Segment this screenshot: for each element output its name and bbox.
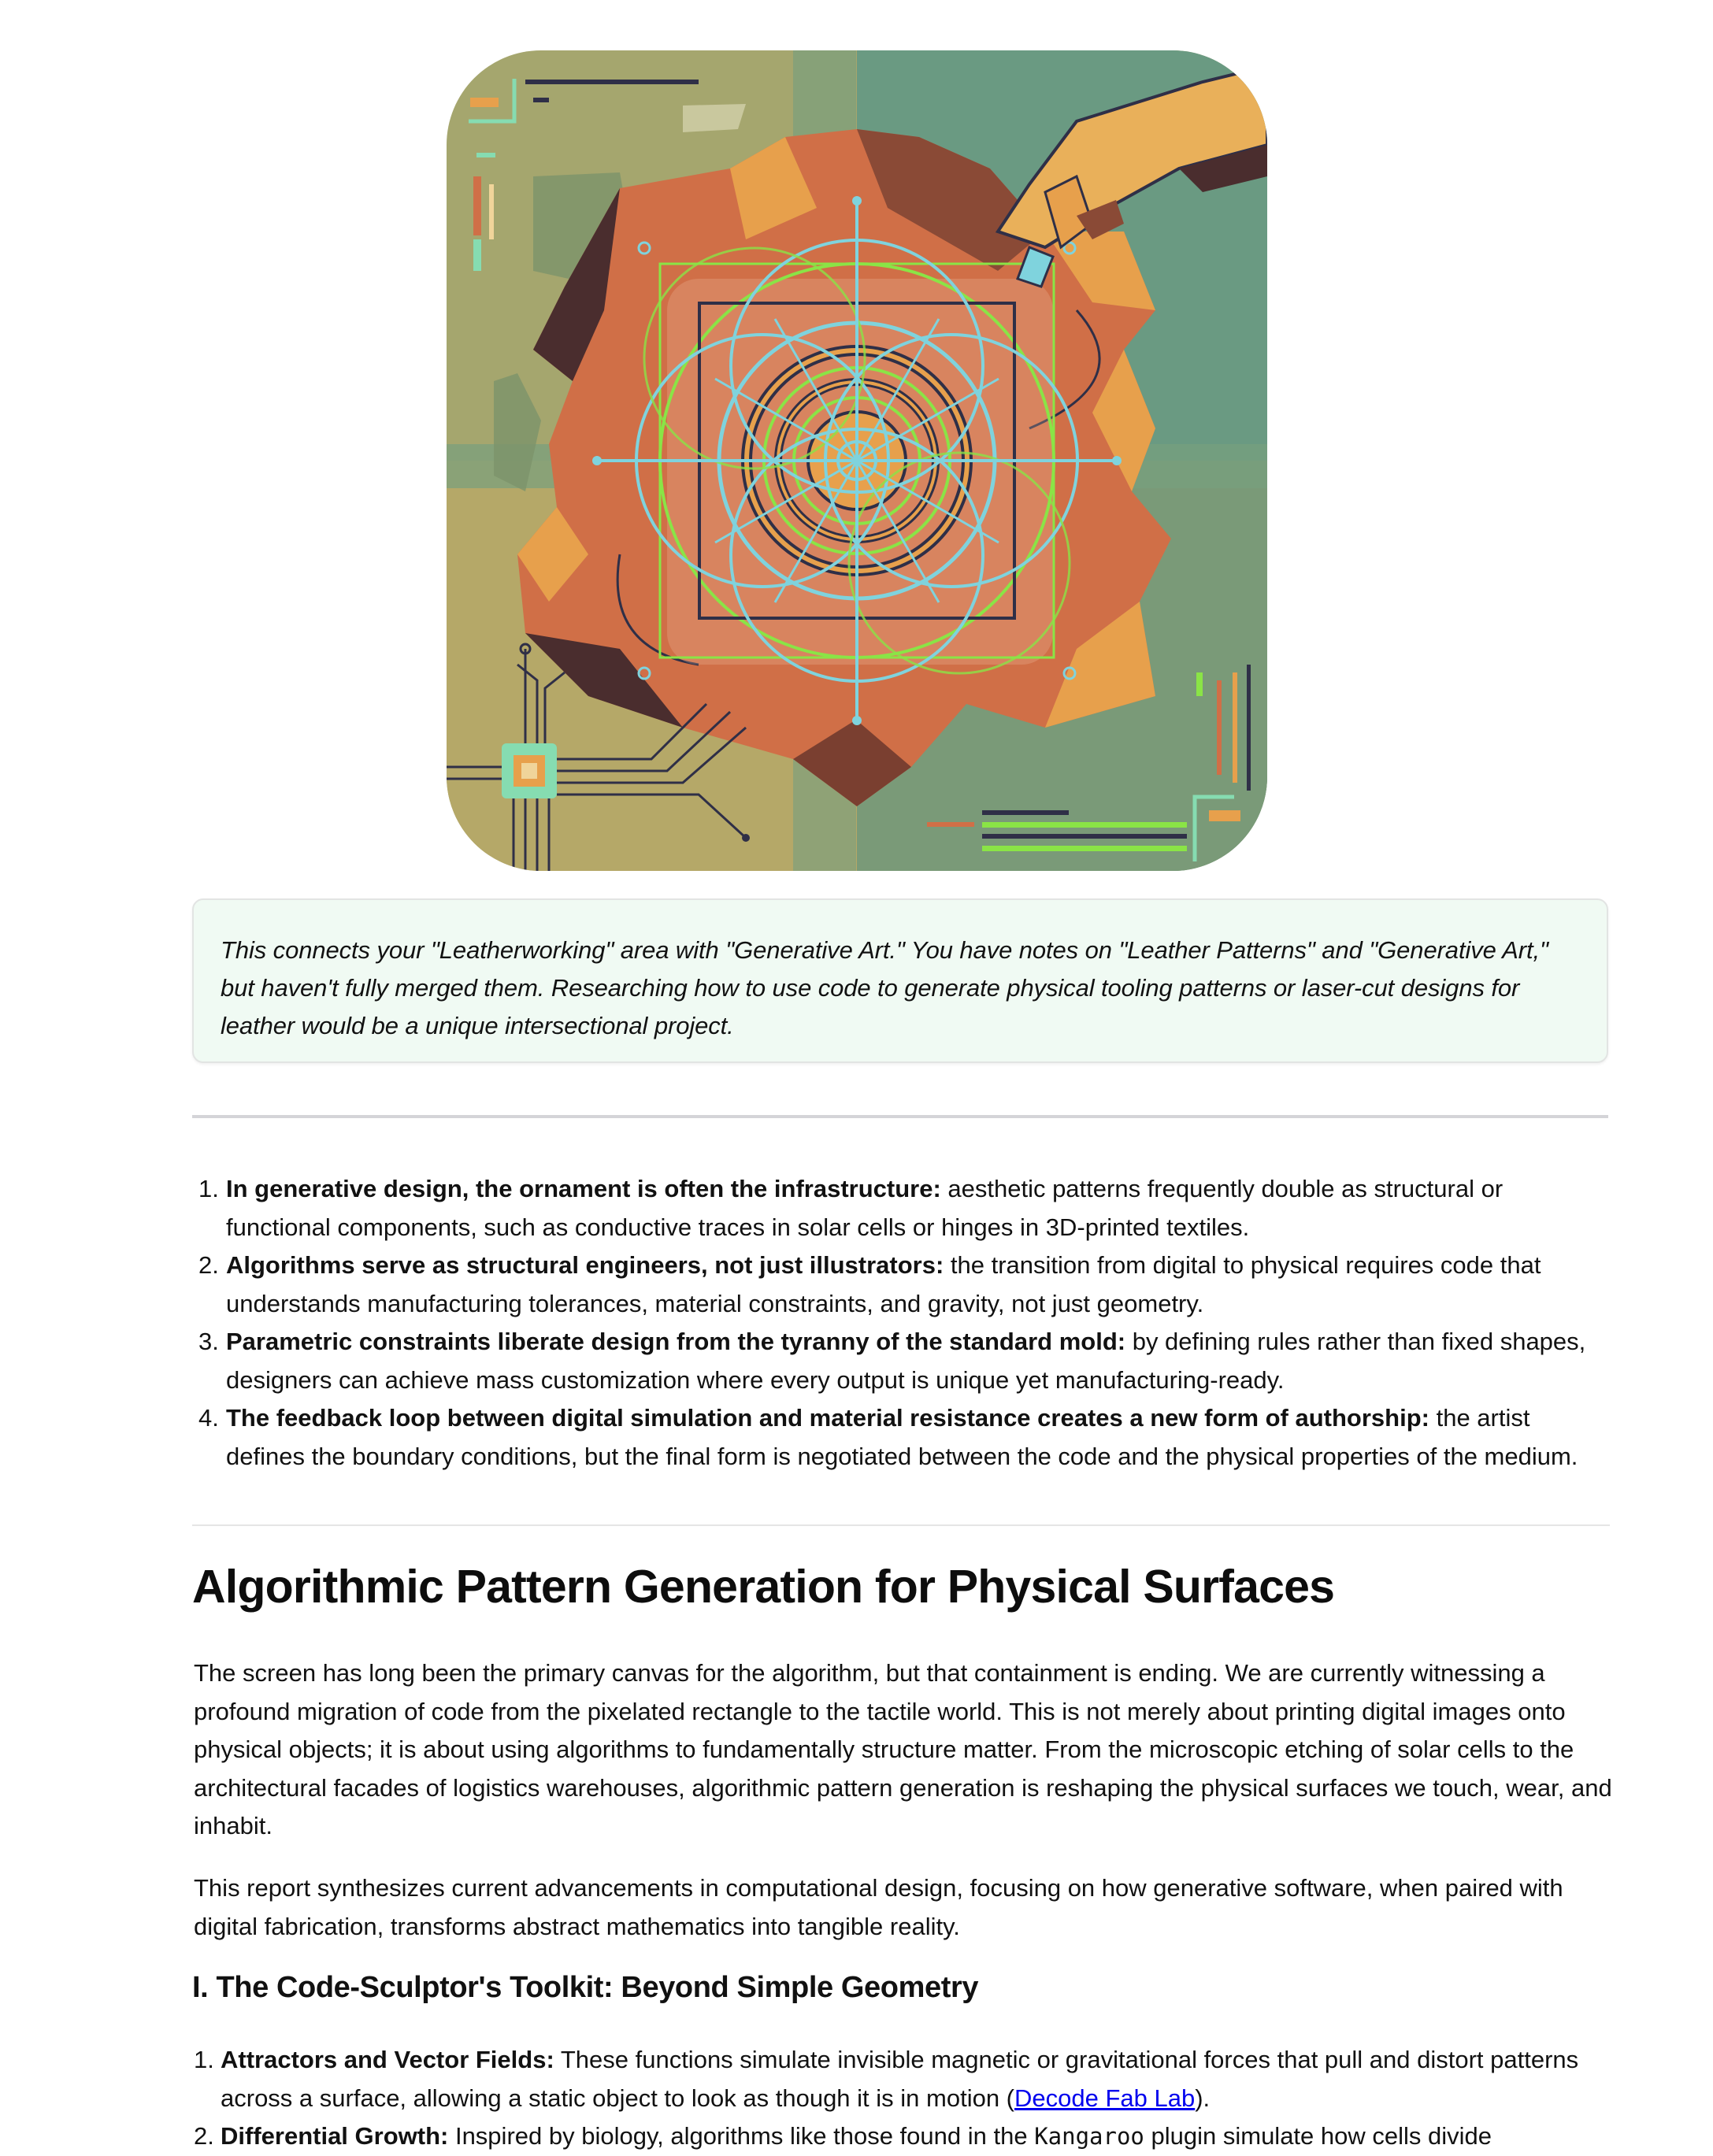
list-item-bold: Attractors and Vector Fields: — [221, 2046, 554, 2073]
list-number: 2. — [194, 2122, 214, 2150]
list-item-text: Inspired by biology, algorithms like those found in the — [448, 2122, 1035, 2150]
list-number: 2. — [198, 1251, 219, 1279]
list-item-text: aesthetic patterns frequently double as structural or functional components, such as conductive traces in solar cells or hinges in 3D-printed textiles. — [226, 1175, 1504, 1241]
decode-fab-lab-link[interactable]: Decode Fab Lab — [1014, 2084, 1196, 2112]
list-item — [194, 1323, 1611, 1399]
callout-note — [192, 898, 1608, 1063]
list-number: 1. — [194, 2046, 214, 2073]
section-divider-thin — [192, 1524, 1610, 1526]
list-item-bold: Algorithms serve as structural engineers, not just illustrators: — [226, 1251, 944, 1279]
article-title: Algorithmic Pattern Generation for Physical Surfaces — [192, 1561, 1335, 1613]
hero-illustration — [447, 50, 1267, 871]
list-item-text: the artist defines the boundary conditions, but the final form is negotiated between the code and the physical properties of the medium. — [226, 1404, 1578, 1470]
list-item-text: the transition from digital to physical requires code that understands manufacturing tolerances, material constraints, and gravity, not just geometry. — [226, 1251, 1541, 1317]
list-item-text: These functions simulate invisible magnetic or gravitational forces that pull and distort patterns across a surface, allowing a static object to look as though it is in motion ( — [221, 2046, 1579, 2112]
list-item-text: by defining rules rather than fixed shapes, designers can achieve mass customization where every output is unique yet manufacturing-ready. — [226, 1328, 1586, 1394]
list-number: 3. — [198, 1328, 219, 1355]
list-item-bold: In generative design, the ornament is often the infrastructure: — [226, 1175, 941, 1202]
list-item-text: ). — [1195, 2084, 1211, 2112]
list-item — [194, 1399, 1611, 1476]
inline-code: Kangaroo — [1034, 2123, 1144, 2150]
leather-generative-art-image — [447, 50, 1267, 871]
list-number: 4. — [198, 1404, 219, 1432]
section-heading: I. The Code-Sculptor's Toolkit: Beyond Simple Geometry — [192, 1971, 979, 2004]
takeaways-list — [194, 1170, 1611, 1476]
list-item — [194, 1170, 1611, 1247]
list-number: 1. — [198, 1175, 219, 1202]
intro-paragraph: The screen has long been the primary canvas for the algorithm, but that containment is ending. We are currently witnessing a profound migration of code from the pixelated rectangle to the tactile world. This is not merely about printing digital images onto physical objects; it is about using algorithms to fundamentally structure matter. From the microscopic etching of solar cells to the architectural facades of logistics warehouses, algorithmic pattern generation is reshaping the physical surfaces we touch, wear, and inhabit. — [194, 1659, 1612, 1839]
list-item — [194, 1247, 1611, 1323]
callout-text: This connects your "Leatherworking" area with "Generative Art." You have notes on "Leather Patterns" and "Generative Art," but haven't fully merged them. Researching how to use code to generate physical tooling patterns or laser-cut designs for leather would be a unique intersectional project. — [221, 936, 1548, 1039]
list-item-bold: Differential Growth: — [221, 2122, 449, 2150]
toolkit-list — [194, 2041, 1611, 2156]
list-item — [194, 2117, 1611, 2156]
list-item-text: plugin simulate how cells divide — [1144, 2122, 1492, 2150]
list-item-bold: The feedback loop between digital simulation and material resistance creates a new form of authorship: — [226, 1404, 1429, 1432]
list-item — [194, 2041, 1611, 2117]
intro-paragraph: This report synthesizes current advancements in computational design, focusing on how generative software, when paired with digital fabrication, transforms abstract mathematics into tangible reality. — [194, 1874, 1563, 1940]
list-item-bold: Parametric constraints liberate design from the tyranny of the standard mold: — [226, 1328, 1126, 1355]
section-divider — [192, 1115, 1608, 1118]
